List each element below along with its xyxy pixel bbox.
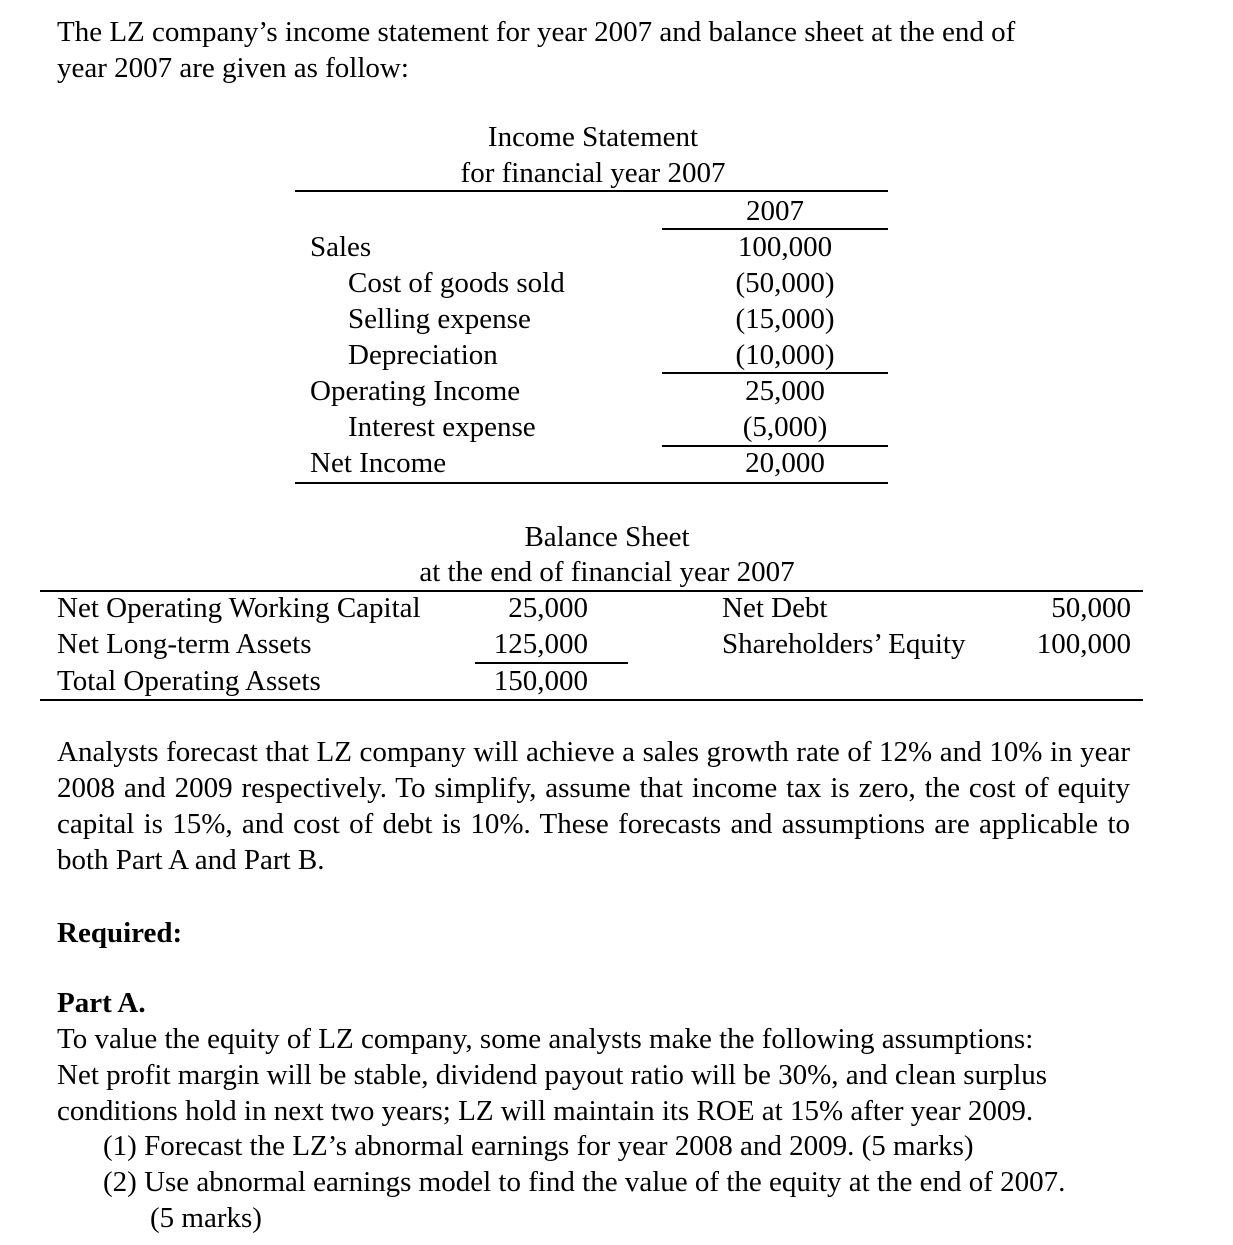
row-label-cogs: Cost of goods sold — [348, 267, 565, 299]
asset-label-nlta: Net Long-term Assets — [57, 628, 312, 660]
claim-label-equity: Shareholders’ Equity — [722, 628, 966, 660]
income-statement-subtitle: for financial year 2007 — [460, 157, 726, 189]
question-1: (1) Forecast the LZ’s abnormal earnings for year 2008 and 2009. (5 marks) — [103, 1130, 974, 1162]
row-label-net-income: Net Income — [310, 447, 447, 479]
row-label-interest: Interest expense — [348, 411, 536, 443]
part-a-line-1: To value the equity of LZ company, some analysts make the following assumptions: — [57, 1023, 1034, 1055]
balance-sheet-subtitle: at the end of financial year 2007 — [419, 556, 795, 588]
part-a-line-2: Net profit margin will be stable, dividend payout ratio will be 30%, and clean surplus — [57, 1059, 1048, 1091]
claim-value-net-debt: 50,000 — [1051, 592, 1131, 624]
asset-value-nowc: 25,000 — [508, 592, 588, 624]
question-2-marks: (5 marks) — [150, 1202, 262, 1234]
intro-line-2: year 2007 are given as follow: — [57, 52, 409, 84]
row-label-depreciation: Depreciation — [348, 339, 498, 371]
forecast-paragraph: Analysts forecast that LZ company will achieve a sales growth rate of 12% and 10% in year 2008 and 2009 respectively. To simplify, assume that income tax is zero, the cost of equity capital is 15%, and cost of debt is 10%. These forecasts and assumptions are applicable to both Part A and Part B. — [57, 736, 1130, 876]
row-label-selling: Selling expense — [348, 303, 531, 335]
value-sales: 100,000 — [737, 231, 833, 263]
row-label-sales: Sales — [310, 231, 372, 263]
balance-sheet-title: Balance Sheet — [524, 521, 690, 553]
value-net-income: 20,000 — [745, 447, 825, 479]
value-selling: (15,000) — [735, 303, 835, 335]
asset-value-nlta: 125,000 — [493, 628, 588, 660]
value-interest: (5,000) — [742, 411, 828, 443]
claim-label-net-debt: Net Debt — [722, 592, 828, 624]
required-heading: Required: — [57, 917, 183, 949]
divider — [295, 190, 888, 192]
value-depreciation: (10,000) — [735, 339, 835, 371]
part-a-heading: Part A. — [57, 987, 146, 1019]
asset-value-total: 150,000 — [493, 665, 588, 697]
intro-line-1: The LZ company’s income statement for year 2007 and balance sheet at the end of — [57, 16, 1016, 48]
row-label-operating-income: Operating Income — [310, 375, 521, 407]
claim-value-equity: 100,000 — [1036, 628, 1131, 660]
value-cogs: (50,000) — [735, 267, 835, 299]
column-header-2007: 2007 — [746, 195, 804, 227]
asset-label-total: Total Operating Assets — [57, 665, 321, 697]
divider — [295, 482, 888, 484]
asset-label-nowc: Net Operating Working Capital — [57, 592, 421, 624]
income-statement-title: Income Statement — [487, 121, 699, 153]
divider — [40, 699, 1143, 701]
value-operating-income: 25,000 — [745, 375, 825, 407]
part-a-line-3: conditions hold in next two years; LZ will maintain its ROE at 15% after year 2009. — [57, 1095, 1034, 1127]
question-2: (2) Use abnormal earnings model to find the value of the equity at the end of 2007. — [103, 1166, 1066, 1198]
